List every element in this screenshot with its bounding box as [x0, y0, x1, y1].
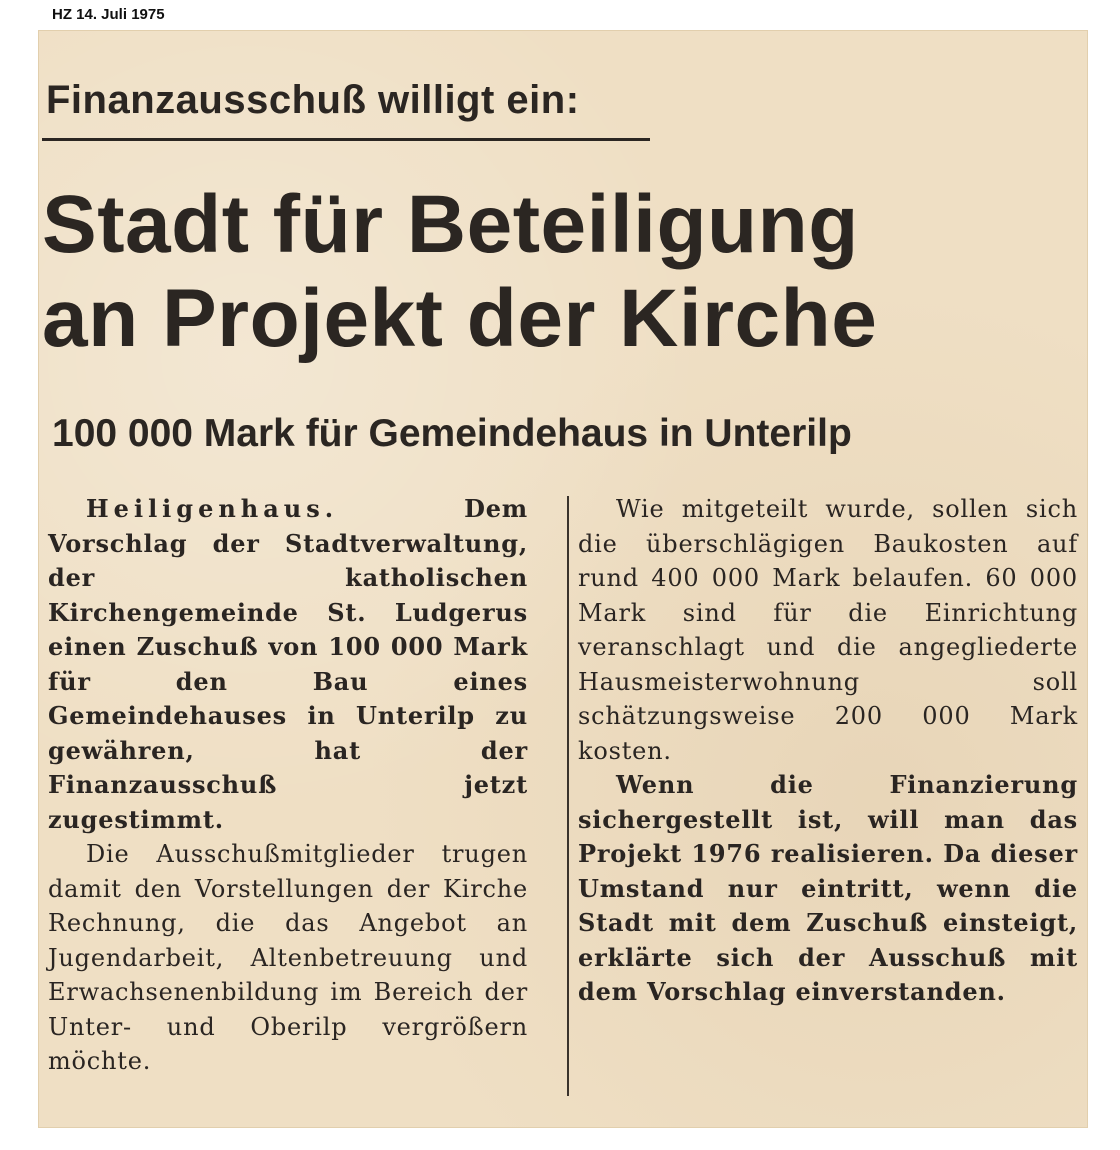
headline-line-2: an Projekt der Kirche [42, 273, 878, 364]
left-paragraph-1 [48, 492, 528, 837]
kicker-underline [42, 138, 650, 141]
left-column [48, 492, 528, 1079]
right-paragraph-2: Wenn die Finanzierung sichergestellt ist, will man das Projekt 1976 realisieren. Da dieser Umstand nur eintritt, wenn die Stadt mit dem Zuschuß einsteigt, erklärte sich der Ausschuß mit dem Vorschlag einverstanden. [578, 770, 1078, 1006]
right-paragraph-1: Wie mitgeteilt wurde, sollen sich die überschlägigen Baukosten auf rund 400 000 Mark belaufen. 60 000 Mark sind für die Einrichtung veranschlagt und die angegliederte Hausmeisterwohnung soll schätzungsweise 200 000 Mark kosten. [578, 495, 1078, 765]
headline-line-1: Stadt für Beteiligung [42, 179, 859, 270]
left-paragraph-2: Die Ausschußmitglieder trugen damit den Vorstellungen der Kirche Rechnung, die das Angebot an Jugendarbeit, Altenbetreuung und Erwachsenenbildung im Bereich der Unter- und Oberilp vergrößern möchte. [48, 840, 528, 1075]
newspaper-clipping [38, 30, 1088, 1128]
kicker-heading: Finanzausschuß willigt ein: [46, 78, 580, 122]
subheadline: 100 000 Mark für Gemeindehaus in Unterilp [52, 412, 852, 455]
headline [42, 178, 877, 366]
dateline: Heiligenhaus. [86, 494, 339, 523]
right-column [578, 492, 1078, 1010]
lede-text: Dem Vorschlag der Stadtverwaltung, der katholischen Kirchengemeinde St. Ludgerus einen Zuschuß von 100 000 Mark für den Bau eines Gemeindehauses in Unterilp zu gewähren, hat der Finanzausschuß jetzt zugestimmt. [48, 494, 528, 834]
source-label: HZ 14. Juli 1975 [52, 6, 165, 23]
column-divider [567, 496, 569, 1096]
